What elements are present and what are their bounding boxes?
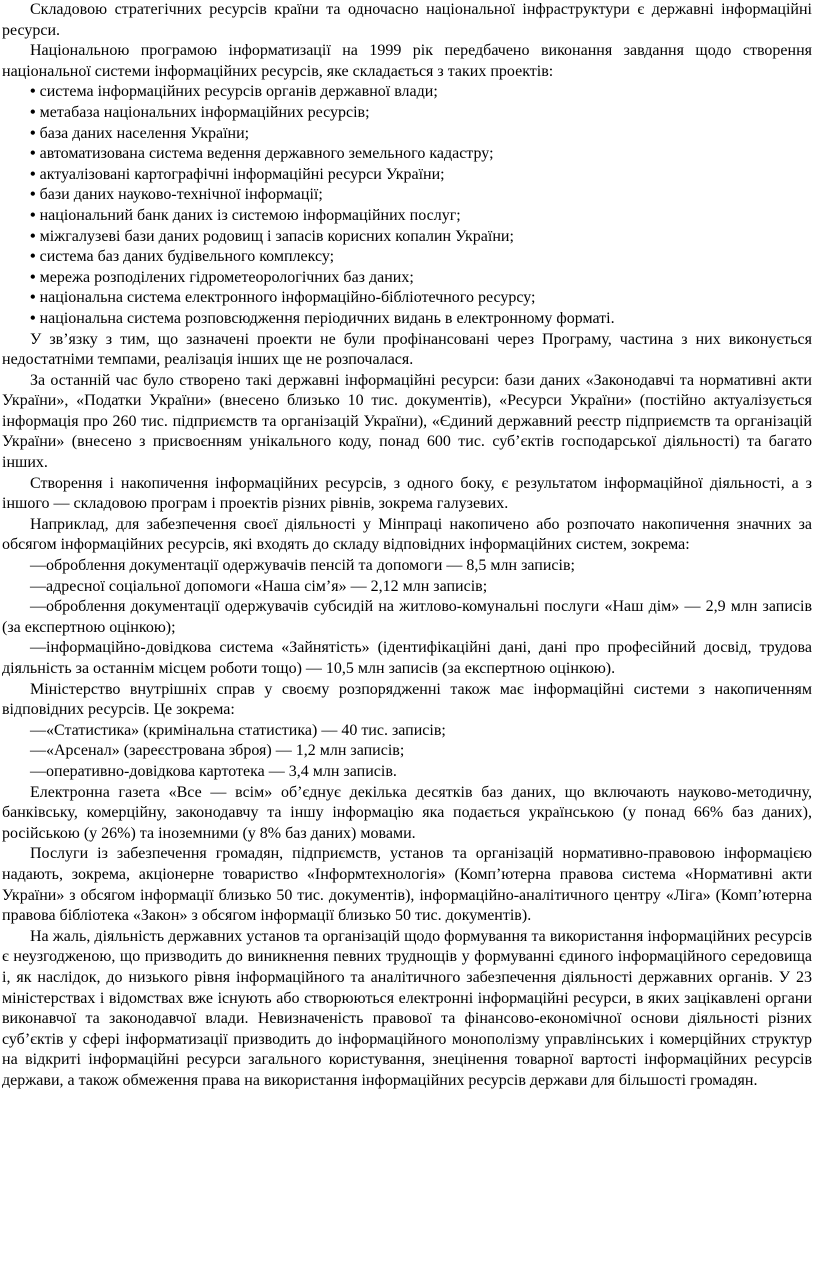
- paragraph-financing: У зв’язку з тим, що зазначені проекти не були профінансовані через Програму, частина з них виконується недостатніми темпами, реалізація інших ще не розпочалася.: [2, 330, 812, 369]
- paragraph-mvs: Міністерство внутрішніх справ у своєму розпорядженні також має інформаційні системи з накопиченням відповідних ресурсів. Це зокрема:: [2, 680, 812, 719]
- list-item: • база даних населення України;: [30, 124, 812, 145]
- list-item: • автоматизована система ведення державного земельного кадастру;: [30, 144, 812, 165]
- list-item: — «Арсенал» (зареєстрована зброя) — 1,2 млн записів;: [2, 741, 812, 762]
- list-item: • національний банк даних із системою інформаційних послуг;: [30, 206, 812, 227]
- list-item: — оброблення документації одержувачів пенсій та допомоги — 8,5 млн записів;: [2, 556, 812, 577]
- list-item: — «Статистика» (кримінальна статистика) — 40 тис. записів;: [2, 721, 812, 742]
- list-item: • метабаза національних інформаційних ресурсів;: [30, 103, 812, 124]
- paragraph-legal-services: Послуги із забезпечення громадян, підприємств, установ та організацій нормативно-правовою інформацією надають, зокрема, акціонерне товариство «Інформтехнологія» (Комп’ютерна правова система «Нормативні акти України» з обсягом інформації близько 50 тис. документів), інформаційно-аналітичного центру «Ліга» (Комп’ютерна правова бібліотека «Закон» з обсягом інформації близько 50 тис. документів).: [2, 845, 812, 925]
- list-item: — адресної соціальної допомоги «Наша сім’я» — 2,12 млн записів;: [2, 577, 812, 598]
- paragraph-accumulation: Створення і накопичення інформаційних ресурсів, з одного боку, є результатом інформаційної діяльності, а з іншого — складовою програм і проектів різних рівнів, зокрема галузевих.: [2, 474, 812, 513]
- paragraph-created-resources: За останній час було створено такі державні інформаційні ресурси: бази даних «Законодавчі та нормативні акти України», «Податки України» (внесено близько 10 тис. документів), «Ресурси України» (постійно актуалізується інформація про 260 тис. підприємств та організацій України), «Єдиний державний реєстр підприємств та організацій України» (внесено з присвоєнням унікального коду, понад 600 тис. суб’єктів господарської діяльності) та багато інших.: [2, 371, 812, 472]
- list-item: • бази даних науково-технічної інформації;: [30, 185, 812, 206]
- list-item: • міжгалузеві бази даних родовищ і запасів корисних копалин України;: [30, 227, 812, 248]
- list-item: — оперативно-довідкова картотека — 3,4 млн записів.: [2, 762, 812, 783]
- list-item: • національна система електронного інформаційно-бібліотечного ресурсу;: [30, 288, 812, 309]
- list-item: • система інформаційних ресурсів органів державної влади;: [30, 82, 812, 103]
- list-item: • мережа розподілених гідрометеорологічних баз даних;: [30, 268, 812, 289]
- paragraph-electronic-newspaper: Електронна газета «Все — всім» об’єднує декілька десятків баз даних, що включають науково-методичну, банківську, комерційну, законодавчу та іншу інформацію яка подається українською (у понад 66% баз даних), російською (у 26%) та іноземними (у 8% баз даних) мовами.: [2, 783, 812, 842]
- list-item: — оброблення документації одержувачів субсидій на житлово-комунальні послуги «Наш дім» — 2,9 млн записів (за експертною оцінкою);: [2, 597, 812, 638]
- paragraph-strategic-resources: Складовою стратегічних ресурсів країни та одночасно національної інфраструктури є державні інформаційні ресурси.: [2, 1, 812, 39]
- list-item: • актуалізовані картографічні інформаційні ресурси України;: [30, 165, 812, 186]
- paragraph-national-program: Національною програмою інформатизації на 1999 рік передбачено виконання завдання щодо створення національної системи інформаційних ресурсів, яке складається з таких проектів:: [2, 42, 812, 80]
- paragraph-minpratsi: Наприклад, для забезпечення своєї діяльності у Мінпраці накопичено або розпочато накопичення значних за обсягом інформаційних ресурсів, які входять до складу відповідних інформаційних систем, зокрема:: [2, 515, 812, 554]
- projects-list: [2, 82, 812, 329]
- paragraph-conclusion: На жаль, діяльність державних установ та організацій щодо формування та використання інформаційних ресурсів є неузгодженою, що призводить до виникнення певних труднощів у формуванні єдиного інформаційного середовища і, як наслідок, до низького рівня інформаційного та аналітичного забезпечення діяльності державних органів. У 23 міністерствах і відомствах вже існують або створюються електронні інформаційні ресурси, в яких зацікавлені органи виконавчої та законодавчої влади. Невизначеність правової та фінансово-економічної основи діяльності різних суб’єктів у сфері інформатизації призводить до інформаційного монополізму управлінських і комерційних структур на відкриті інформаційні ресурси загального користування, знецінення товарної вартості інформаційних ресурсів держави, а також обмеження права на використання інформаційних ресурсів держави для більшості громадян.: [2, 927, 812, 1089]
- list-item: • система баз даних будівельного комплексу;: [30, 247, 812, 268]
- list-item: — інформаційно-довідкова система «Зайнятість» (ідентифікаційні дані, дані про професійний досвід, трудова діяльність за останнім місцем роботи тощо) — 10,5 млн записів (за експертною оцінкою).: [2, 638, 812, 679]
- list-item: • національна система розповсюдження періодичних видань в електронному форматі.: [30, 309, 812, 330]
